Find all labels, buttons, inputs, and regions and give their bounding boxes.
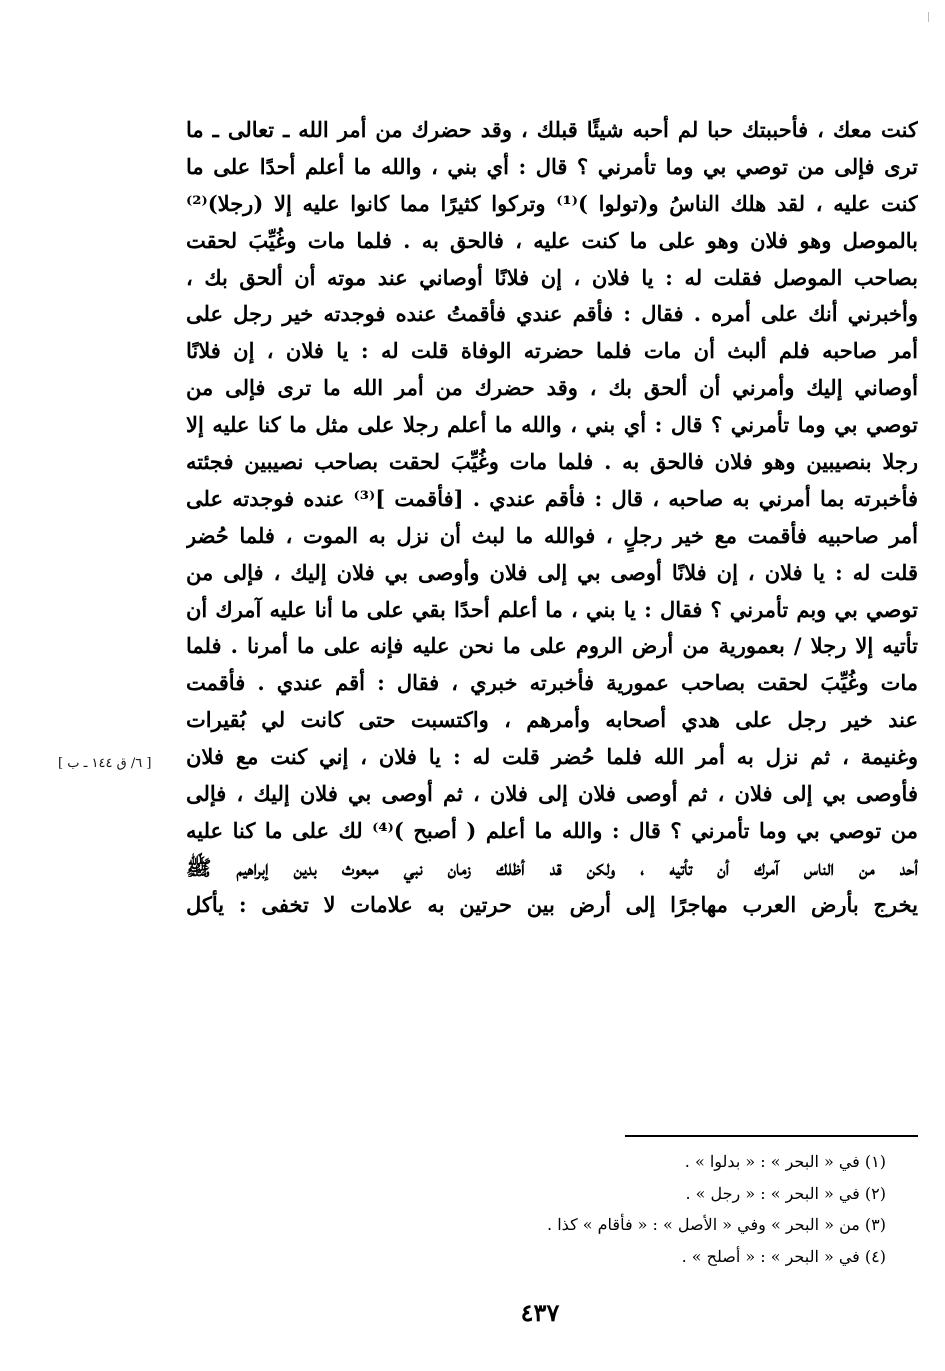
text-line: وأخبرني أنك على أمره . فقال : فأقم عندي فأقمتُ عنده فوجدته خير رجل على: [186, 301, 918, 327]
text-line: رجلا بنصيبين وهو فلان فالحق به . فلما مات وغُيِّبَ لحقت بصاحب نصيبين فجئته: [186, 449, 918, 475]
text-line: كنت معك ، فأحببتك حبا لم أحبه شيئًا قبلك ، وقد حضرك من أمر الله ـ تعالى ـ ما: [186, 117, 918, 142]
footnote: (٢) في « البحر » : « رجل » .: [685, 1183, 886, 1203]
text-line: مات وغُيِّبَ لحقت بصاحب عمورية فأخبرته خبري ، فقال : أقم عندي . فأقمت: [186, 670, 918, 696]
footnote: (١) في « البحر » : « بدلوا » .: [684, 1152, 886, 1171]
footnote: (٤) في « البحر » : « أصلح » .: [681, 1246, 886, 1266]
text-line: أمر صاحبيه فأقمت مع خير رجلٍ ، فوالله ما لبث أن نزل به الموت ، فلما حُضر: [186, 522, 918, 548]
page-number: ٤٣٧: [520, 1298, 560, 1327]
footnote: (٣) من « البحر » وفي « الأصل » : « فأقام » كذا .: [547, 1215, 886, 1234]
text-line: أحد من الناس آمرك أن تأتيه ، ولكن قد أظلك زمان نبي مبعوث بدين إبراهيم ﷺ: [186, 854, 918, 880]
text-line: كنت عليه ، لقد هلك الناسُ و(تولوا )⁽¹⁾ وتركوا كثيرًا مما كانوا عليه إلا (رجلا)⁽²⁾: [186, 190, 918, 216]
text-line: بصاحب الموصل فقلت له : يا فلان ، إن فلانًا أوصاني عند موته أن ألحق بك ،: [186, 264, 918, 290]
text-line: ترى فإلى من توصي بي وما تأمرني ؟ قال : أي بني ، والله ما أعلم أحدًا على ما: [186, 153, 918, 179]
text-line: عند خير رجل على هدي أصحابه وأمرهم ، واكتسبت حتى كانت لي بُقيرات: [186, 707, 918, 733]
text-line: قلت له : يا فلان ، إن فلانًا أوصى بي إلى فلان وأوصى بي فلان إليك ، فإلى من: [186, 559, 918, 585]
text-line: تأتيه إلا رجلا / بعمورية من أرض الروم على ما نحن عليه فإنه على ما أمرنا . فلما: [186, 633, 918, 659]
text-line: توصي بي وبم تأمرني ؟ فقال : يا بني ، ما أعلم أحدًا بقي على ما أنا عليه آمرك أن: [186, 596, 918, 622]
text-line: توصي بي وما تأمرني ؟ قال : أي بني ، والله ما أعلم رجلا على مثل ما كنا عليه إلا: [186, 412, 918, 438]
footnotes: [400, 1146, 886, 1272]
text-line: أمر صاحبه فلم ألبث أن مات فلما حضرته الوفاة قلت له : يا فلان ، إن فلانًا: [186, 338, 918, 364]
main-text: [186, 112, 918, 924]
scan-mark: [928, 12, 929, 22]
footnote-divider: [625, 1135, 918, 1137]
manuscript-folio-note: [ ٦/ ق ١٤٤ ـ ب ]: [58, 756, 152, 771]
text-line: بالموصل وهو فلان وهو على ما كنت عليه ، فالحق به . فلما مات وغُيِّبَ لحقت: [186, 227, 918, 253]
text-line: من توصي بي وما تأمرني ؟ قال : والله ما أعلم ( أصبح )⁽⁴⁾ لك على ما كنا عليه: [186, 817, 918, 843]
text-line: فأوصى بي إلى فلان ، ثم أوصى فلان إلى فلان ، ثم أوصى بي فلان إليك ، فإلى: [186, 781, 918, 807]
text-line: وغنيمة ، ثم نزل به أمر الله فلما حُضر قلت له : يا فلان ، إني كنت مع فلان: [186, 744, 918, 770]
text-line: يخرج بأرض العرب مهاجرًا إلى أرض بين حرتين به علامات لا تخفى : يأكل: [186, 891, 918, 917]
text-line: أوصاني إليك وأمرني أن ألحق بك ، وقد حضرك من أمر الله ما ترى فإلى من: [186, 375, 918, 401]
text-line: فأخبرته بما أمرني به صاحبه ، قال : فأقم عندي . [فأقمت ]⁽³⁾ عنده فوجدته على: [186, 485, 918, 511]
